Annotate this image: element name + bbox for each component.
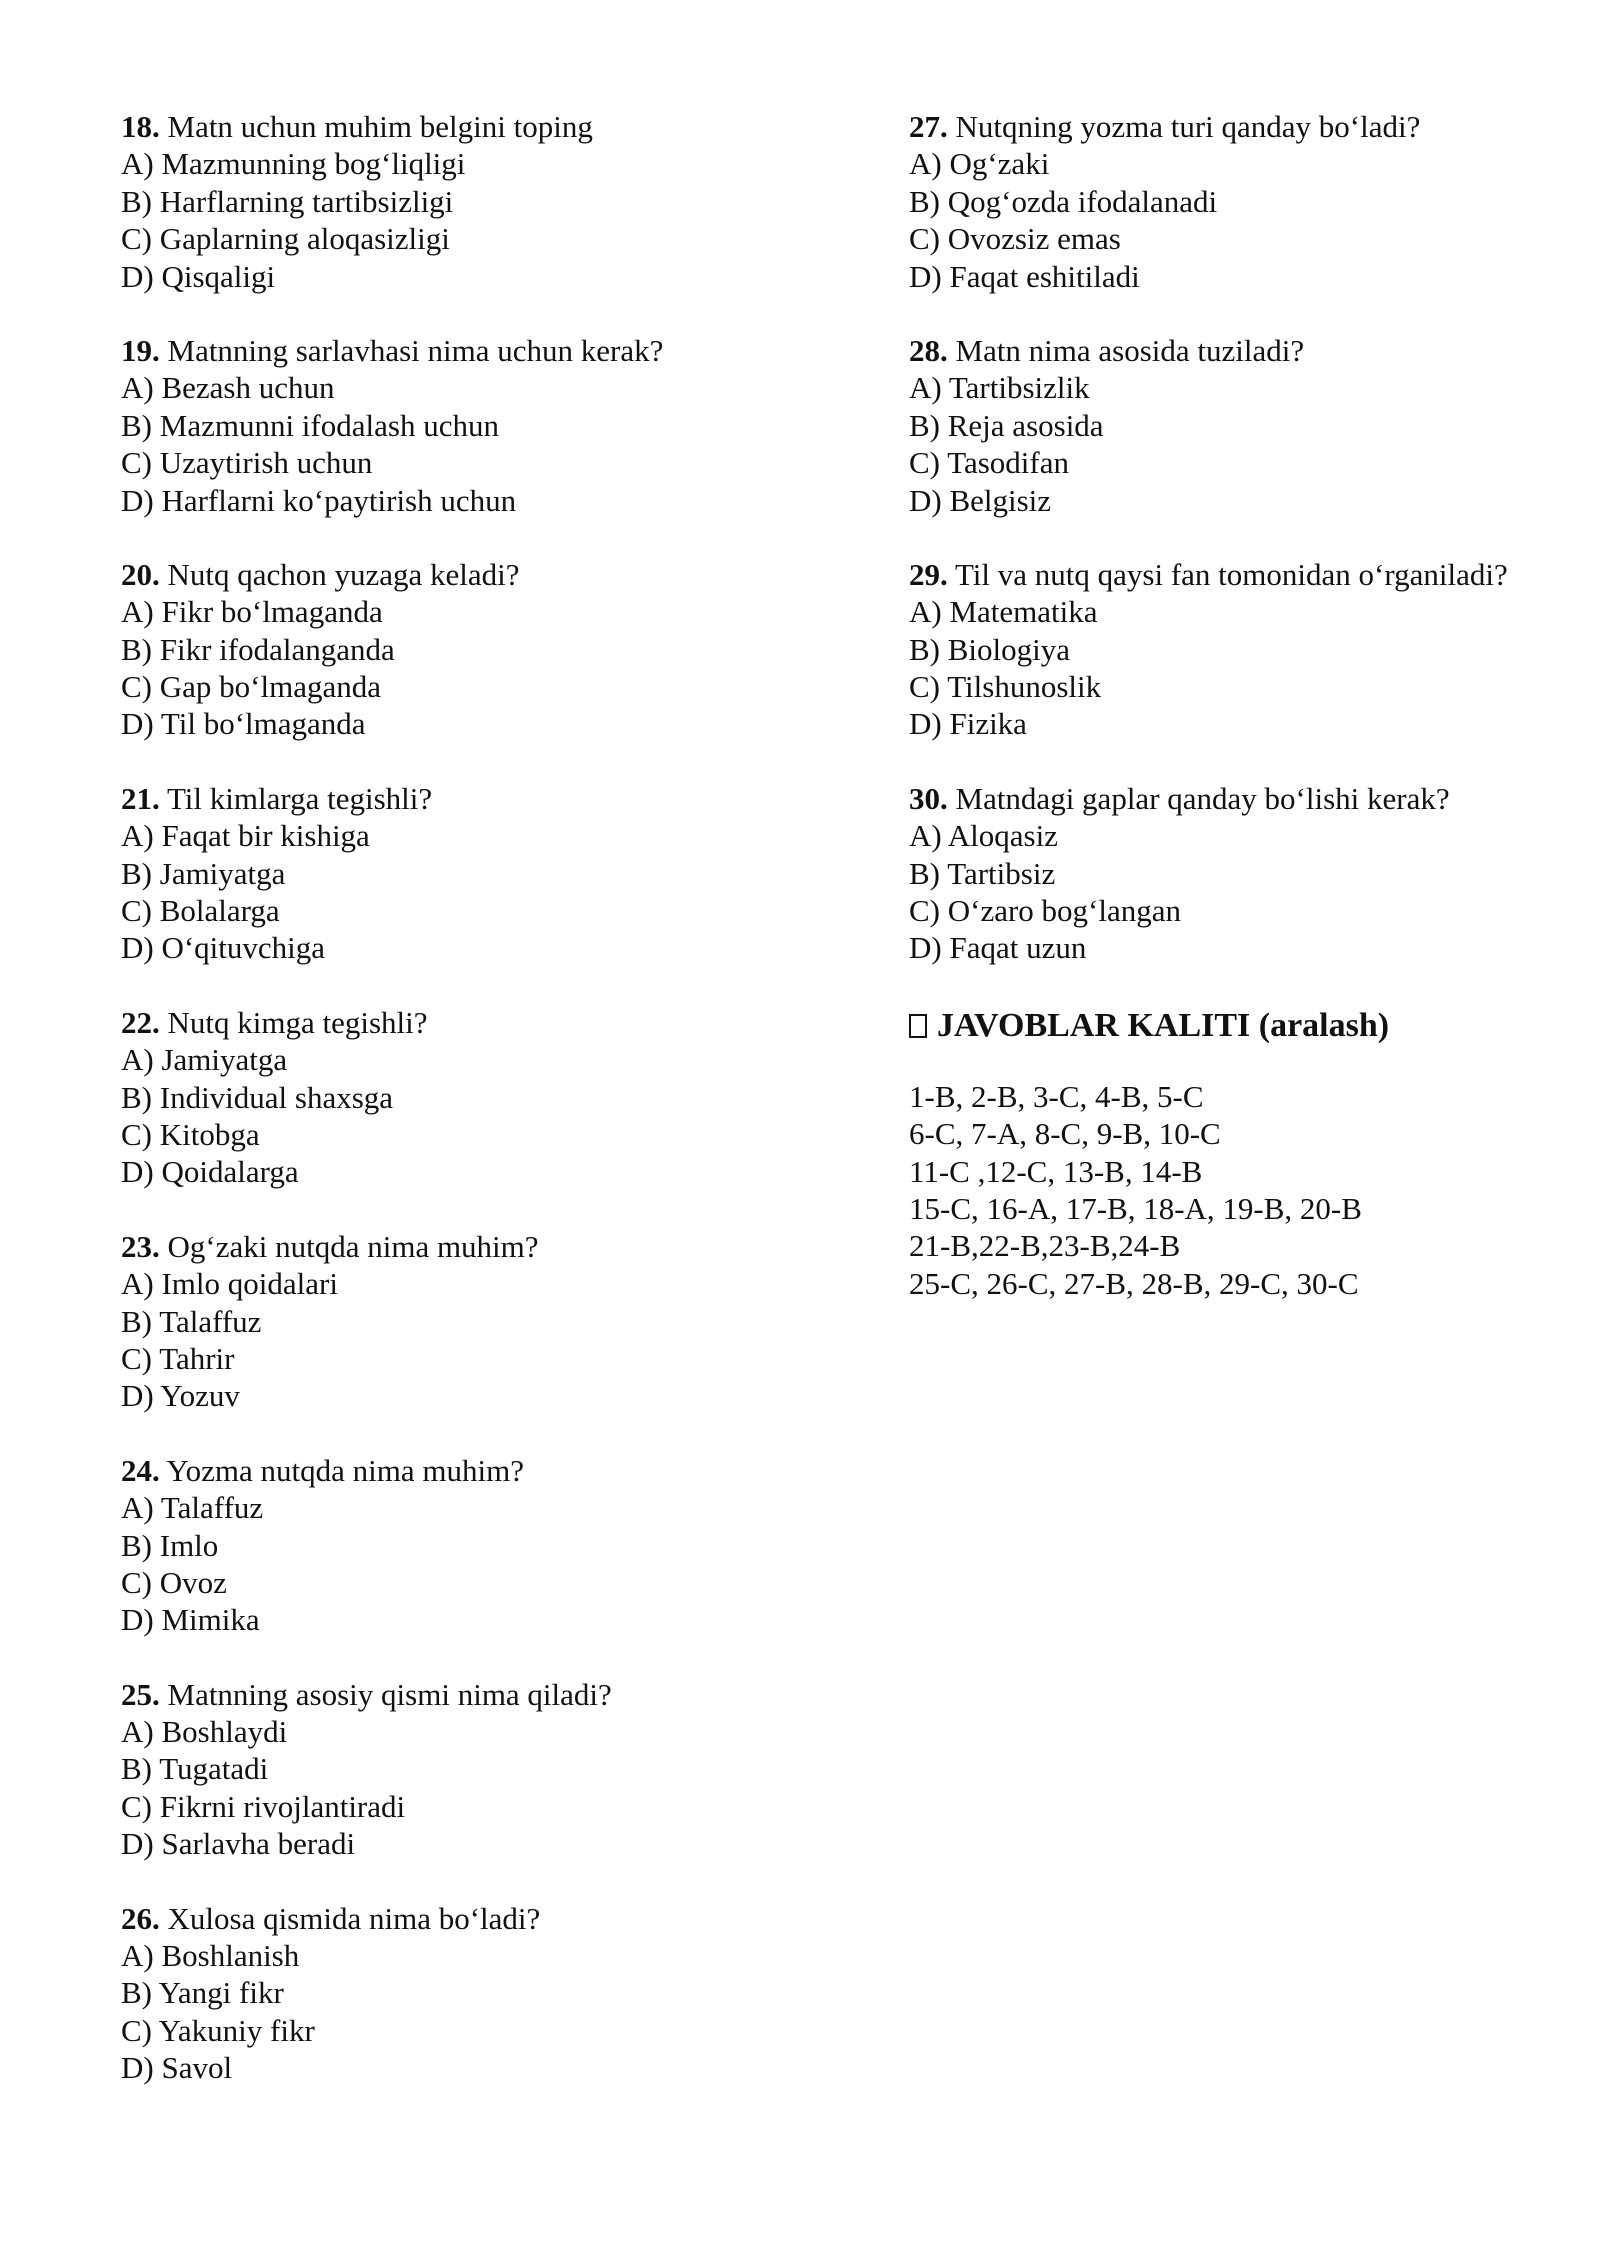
option-d: D) Fizika xyxy=(909,706,1027,742)
option-a: A) Bezash uchun xyxy=(121,370,335,406)
option-d: D) Mimika xyxy=(121,1602,260,1638)
option-b: B) Jamiyatga xyxy=(121,855,286,891)
question-number: 22. xyxy=(121,1004,160,1040)
question-text xyxy=(121,332,881,369)
question-number: 30. xyxy=(909,780,948,816)
option-b: B) Tartibsiz xyxy=(909,855,1056,891)
question-19 xyxy=(121,332,881,519)
option-b: B) Talaffuz xyxy=(121,1303,262,1339)
question-23 xyxy=(121,1228,881,1415)
question-text xyxy=(121,1228,881,1265)
question-25 xyxy=(121,1676,881,1863)
question-text xyxy=(121,1900,881,1937)
option-c: C) Ovozsiz emas xyxy=(909,221,1121,257)
question-stem: Til kimlarga tegishli? xyxy=(159,780,433,816)
question-text xyxy=(909,108,1589,145)
option-d: D) Harflarni ko‘paytirish uchun xyxy=(121,482,517,518)
question-20 xyxy=(121,556,881,743)
option-d: D) Til bo‘lmaganda xyxy=(121,706,366,742)
question-number: 28. xyxy=(909,332,948,368)
option-d: D) Belgisiz xyxy=(909,482,1052,518)
option-c: C) Uzaytirish uchun xyxy=(121,445,373,481)
option-a: A) Tartibsizlik xyxy=(909,370,1090,406)
option-c: C) Gaplarning aloqasizligi xyxy=(121,221,450,257)
question-number: 18. xyxy=(121,109,160,144)
option-b: B) Tugatadi xyxy=(121,1751,269,1787)
right-column xyxy=(909,108,1589,1302)
question-number: 19. xyxy=(121,332,160,368)
option-d: D) Yozuv xyxy=(121,1378,240,1414)
question-text xyxy=(121,556,881,593)
option-b: B) Fikr ifodalanganda xyxy=(121,631,395,667)
question-22 xyxy=(121,1004,881,1191)
option-a: A) Aloqasiz xyxy=(909,818,1058,854)
option-a: A) Matematika xyxy=(909,594,1098,630)
option-a: A) Boshlanish xyxy=(121,1938,300,1974)
option-c: C) O‘zaro bog‘langan xyxy=(909,893,1182,929)
option-a: A) Og‘zaki xyxy=(909,146,1050,182)
question-text xyxy=(121,1004,881,1041)
option-c: C) Gap bo‘lmaganda xyxy=(121,669,381,705)
option-c: C) Tahrir xyxy=(121,1340,235,1376)
left-column xyxy=(121,108,881,2124)
question-text xyxy=(121,108,881,145)
question-28 xyxy=(909,332,1589,519)
question-26 xyxy=(121,1900,881,2087)
answer-key-line: 11-C ,12-C, 13-B, 14-B xyxy=(909,1153,1203,1189)
answer-key-title-text: JAVOBLAR KALITI (aralash) xyxy=(937,1006,1390,1044)
answer-key-line: 25-C, 26-C, 27-B, 28-B, 29-C, 30-C xyxy=(909,1265,1359,1301)
question-number: 20. xyxy=(121,556,160,592)
option-b: B) Individual shaxsga xyxy=(121,1079,394,1115)
option-b: B) Qog‘ozda ifodalanadi xyxy=(909,183,1218,219)
question-stem: Nutqning yozma turi qanday bo‘ladi? xyxy=(947,109,1421,144)
option-c: C) Yakuniy fikr xyxy=(121,2012,315,2048)
question-stem: Xulosa qismida nima bo‘ladi? xyxy=(159,1900,541,1936)
question-text xyxy=(121,780,881,817)
question-number: 21. xyxy=(121,780,160,816)
option-d: D) O‘qituvchiga xyxy=(121,930,326,966)
option-b: B) Imlo xyxy=(121,1527,219,1563)
option-a: A) Fikr bo‘lmaganda xyxy=(121,594,383,630)
option-a: A) Jamiyatga xyxy=(121,1042,288,1078)
question-number: 26. xyxy=(121,1900,160,1936)
question-18 xyxy=(121,108,881,295)
question-30 xyxy=(909,780,1589,967)
question-stem: Matndagi gaplar qanday bo‘lishi kerak? xyxy=(947,780,1450,816)
question-stem: Nutq qachon yuzaga keladi? xyxy=(159,556,520,592)
missing-glyph-box-icon xyxy=(909,1014,927,1038)
option-b: B) Harflarning tartibsizligi xyxy=(121,183,454,219)
question-number: 27. xyxy=(909,109,948,144)
option-c: C) Tasodifan xyxy=(909,445,1069,481)
question-29 xyxy=(909,556,1589,743)
question-stem: Matn nima asosida tuziladi? xyxy=(947,332,1305,368)
question-text xyxy=(909,780,1589,817)
option-b: B) Mazmunni ifodalash uchun xyxy=(121,407,499,443)
question-number: 25. xyxy=(121,1676,160,1712)
option-d: D) Sarlavha beradi xyxy=(121,1826,356,1862)
option-c: C) Tilshunoslik xyxy=(909,669,1102,705)
option-b: B) Reja asosida xyxy=(909,407,1104,443)
option-d: D) Savol xyxy=(121,2050,233,2086)
question-stem: Matnning asosiy qismi nima qiladi? xyxy=(159,1676,612,1712)
question-stem: Yozma nutqda nima muhim? xyxy=(159,1452,524,1488)
answer-key-line: 15-C, 16-A, 17-B, 18-A, 19-B, 20-B xyxy=(909,1190,1362,1226)
question-text xyxy=(909,332,1589,369)
question-number: 29. xyxy=(909,556,948,592)
question-stem: Nutq kimga tegishli? xyxy=(159,1004,428,1040)
option-a: A) Imlo qoidalari xyxy=(121,1266,338,1302)
question-text xyxy=(121,1452,881,1489)
question-number: 24. xyxy=(121,1452,160,1488)
option-d: D) Qisqaligi xyxy=(121,258,276,294)
question-27 xyxy=(909,108,1589,295)
option-a: A) Talaffuz xyxy=(121,1490,264,1526)
option-b: B) Biologiya xyxy=(909,631,1071,667)
answer-key-line: 21-B,22-B,23-B,24-B xyxy=(909,1228,1181,1264)
question-stem: Matn uchun muhim belgini toping xyxy=(159,109,593,144)
question-text xyxy=(909,556,1589,593)
question-stem: Og‘zaki nutqda nima muhim? xyxy=(159,1228,539,1264)
question-number: 23. xyxy=(121,1228,160,1264)
option-a: A) Mazmunning bog‘liqligi xyxy=(121,146,466,182)
answer-key-title xyxy=(909,1004,1589,1048)
question-stem: Matnning sarlavhasi nima uchun kerak? xyxy=(159,332,664,368)
question-24 xyxy=(121,1452,881,1639)
option-d: D) Faqat uzun xyxy=(909,930,1087,966)
option-a: A) Boshlaydi xyxy=(121,1714,288,1750)
option-c: C) Fikrni rivojlantiradi xyxy=(121,1788,406,1824)
question-stem: Til va nutq qaysi fan tomonidan o‘rganiladi? xyxy=(947,556,1508,592)
answer-key xyxy=(909,1004,1589,1302)
option-c: C) Ovoz xyxy=(121,1564,227,1600)
option-c: C) Bolalarga xyxy=(121,893,280,929)
question-21 xyxy=(121,780,881,967)
option-d: D) Qoidalarga xyxy=(121,1154,299,1190)
question-text xyxy=(121,1676,881,1713)
option-d: D) Faqat eshitiladi xyxy=(909,258,1140,294)
answer-key-line: 1-B, 2-B, 3-C, 4-B, 5-C xyxy=(909,1078,1204,1114)
option-b: B) Yangi fikr xyxy=(121,1975,284,2011)
option-a: A) Faqat bir kishiga xyxy=(121,818,370,854)
option-c: C) Kitobga xyxy=(121,1116,260,1152)
answer-key-line: 6-C, 7-A, 8-C, 9-B, 10-C xyxy=(909,1116,1221,1152)
